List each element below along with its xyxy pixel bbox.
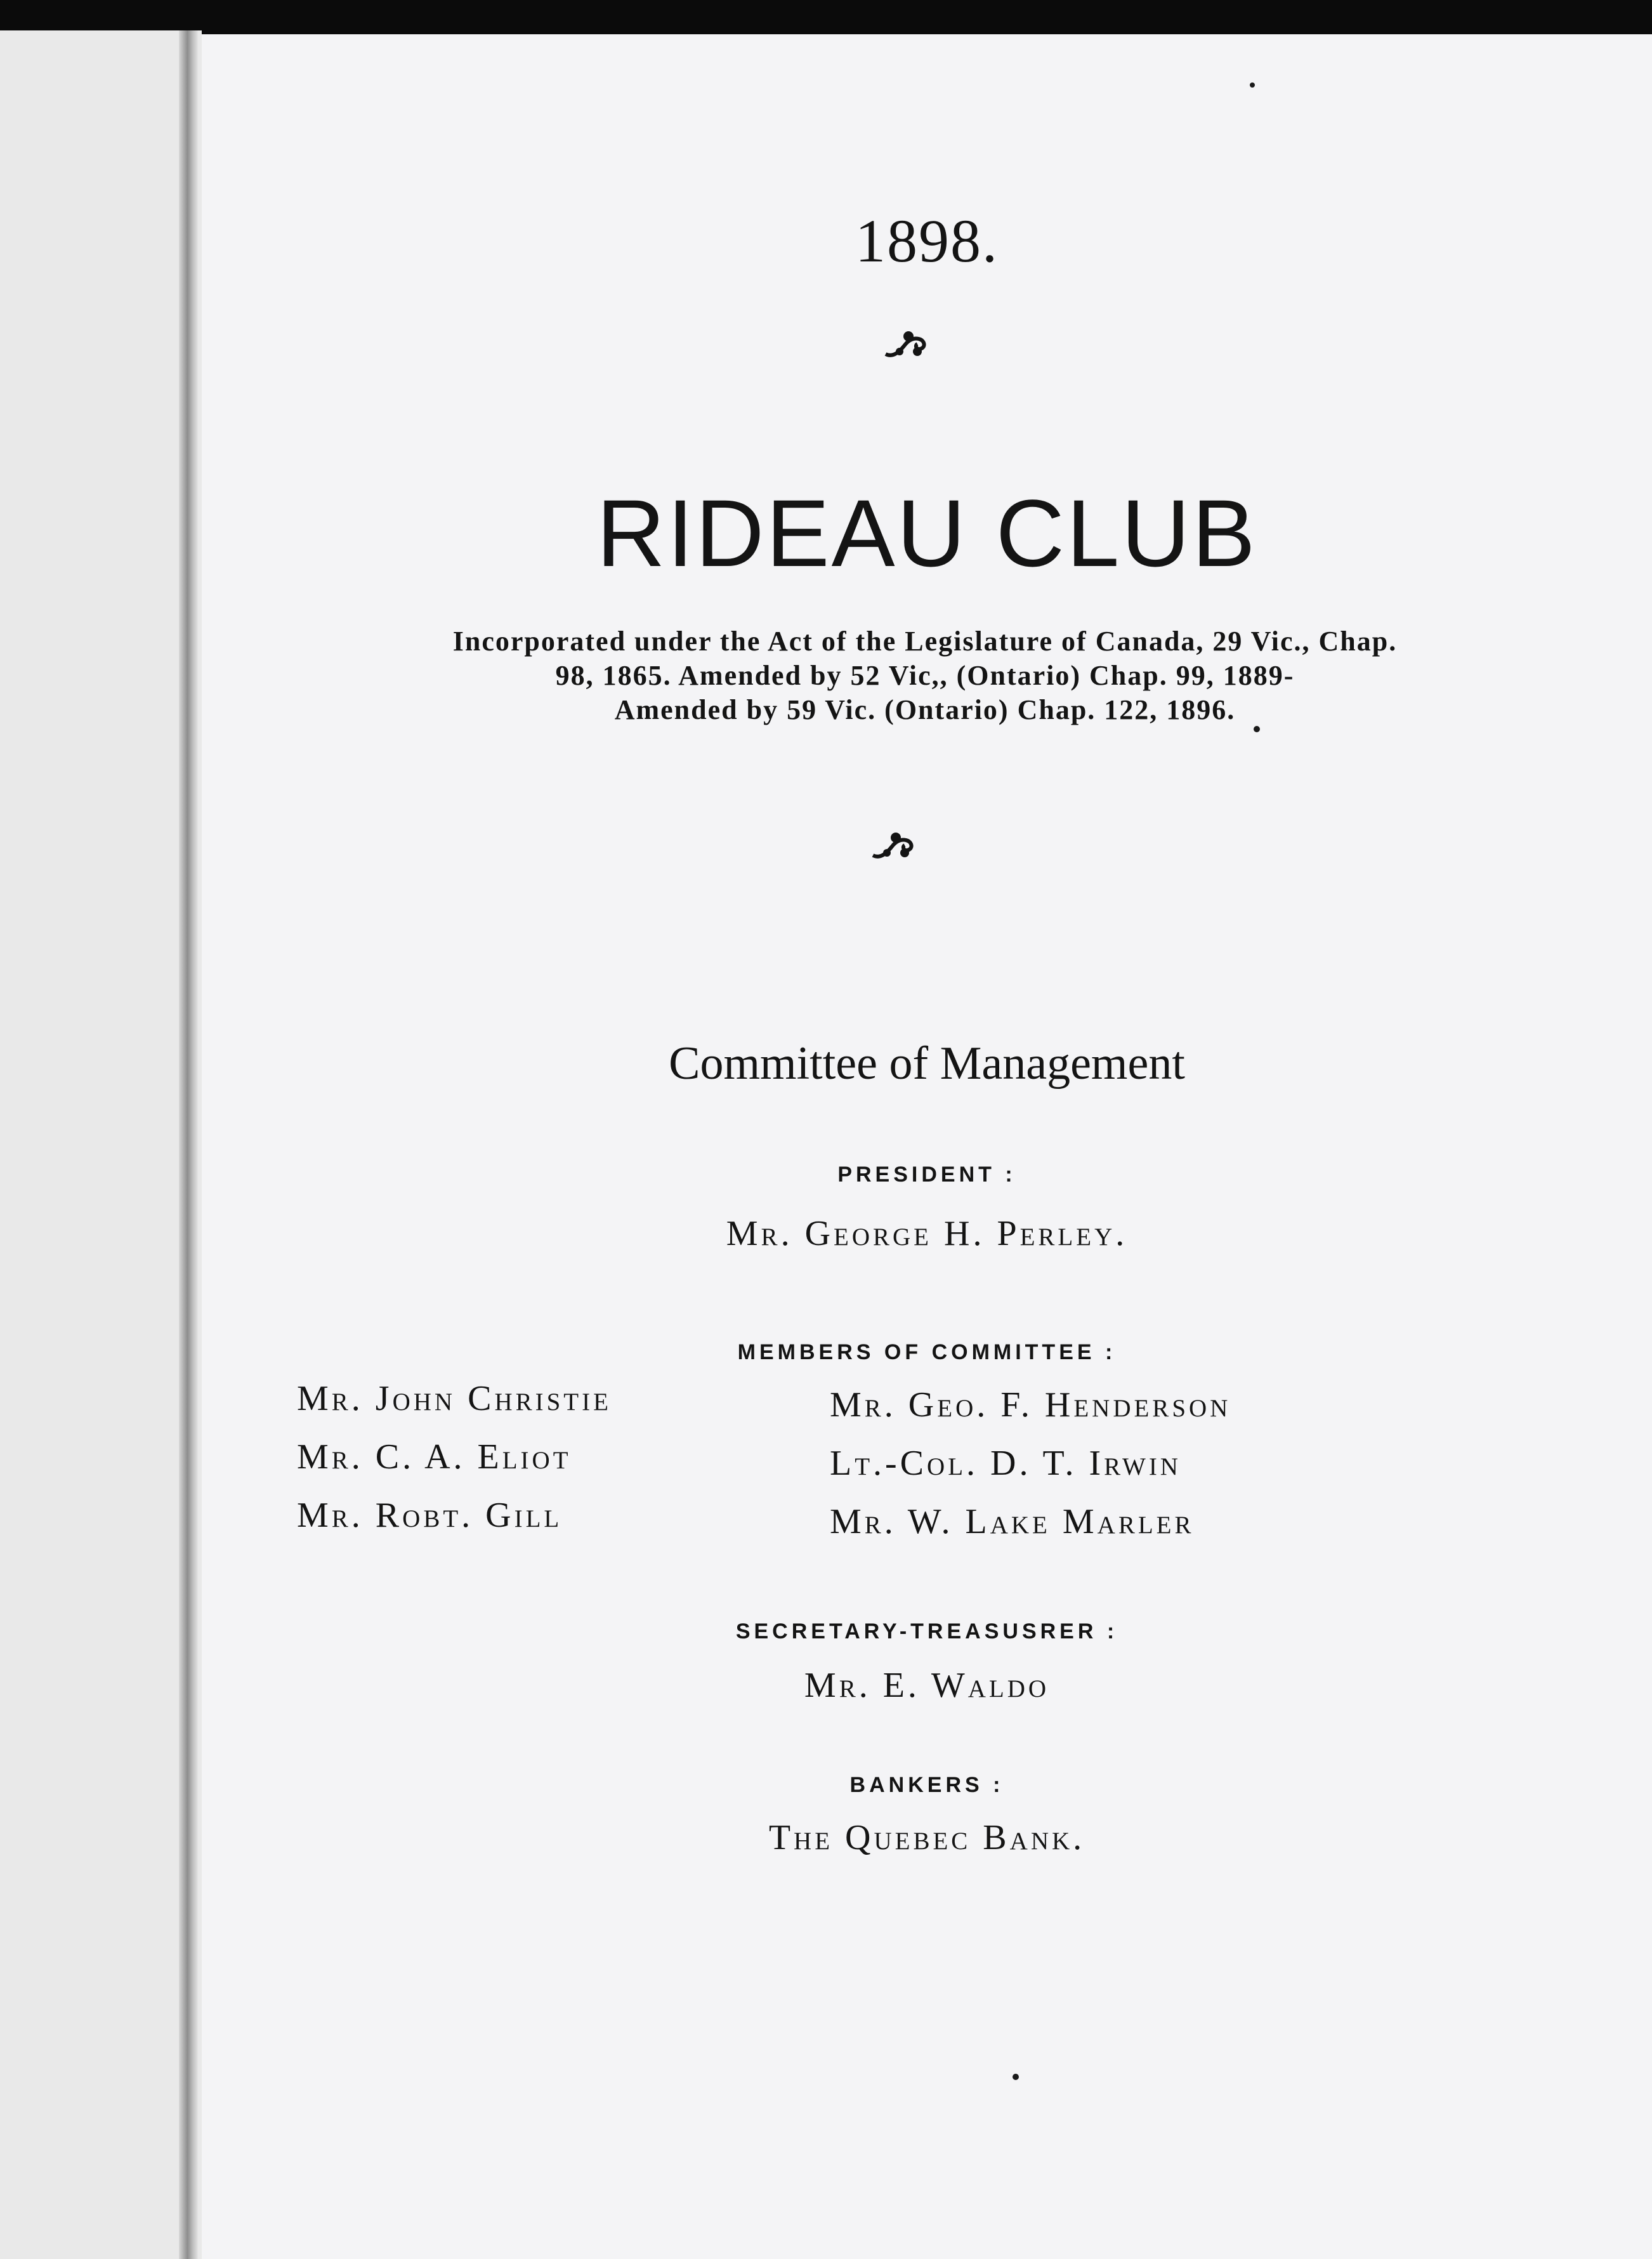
fleuron-ornament-icon [868, 827, 919, 863]
club-title: RIDEAU CLUB [596, 480, 1257, 586]
incorporation-line: Amended by 59 Vic. (Ontario) Chap. 122, 1896. [614, 694, 1236, 725]
bankers-label: BANKERS : [849, 1773, 1004, 1797]
incorporation-text [291, 624, 1559, 727]
title-page [202, 34, 1652, 2259]
members-right-column [830, 1385, 1231, 1560]
scan-speck [1250, 82, 1255, 88]
secretary-name: Mr. E. Waldo [804, 1666, 1050, 1705]
member-name: Mr. Geo. F. Henderson [830, 1385, 1231, 1425]
incorporation-line: 98, 1865. Amended by 52 Vic,, (Ontario) Chap. 99, 1889- [555, 660, 1295, 691]
member-name: Lt.-Col. D. T. Irwin [830, 1444, 1181, 1483]
bankers-name: The Quebec Bank. [768, 1818, 1085, 1857]
scan-speck [1013, 2074, 1019, 2080]
book-spine-shadow [179, 30, 198, 2259]
members-label: MEMBERS OF COMMITTEE : [737, 1340, 1117, 1364]
president-label: PRESIDENT : [837, 1162, 1016, 1187]
scan-speck [1254, 726, 1260, 732]
secretary-label: SECRETARY-TREASUSRER : [735, 1619, 1118, 1643]
committee-heading: Committee of Management [669, 1037, 1185, 1090]
year: 1898. [855, 207, 999, 275]
member-name: Mr. C. A. Eliot [297, 1437, 572, 1477]
member-name: Mr. Robt. Gill [297, 1496, 563, 1535]
president-name: Mr. George H. Perley. [726, 1214, 1128, 1253]
facing-page [0, 30, 202, 2259]
member-name: Mr. John Christie [297, 1379, 612, 1418]
members-left-column [297, 1378, 612, 1553]
fleuron-ornament-icon [881, 326, 931, 362]
incorporation-line: Incorporated under the Act of the Legislature of Canada, 29 Vic., Chap. [452, 626, 1398, 657]
member-name: Mr. W. Lake Marler [830, 1502, 1195, 1541]
